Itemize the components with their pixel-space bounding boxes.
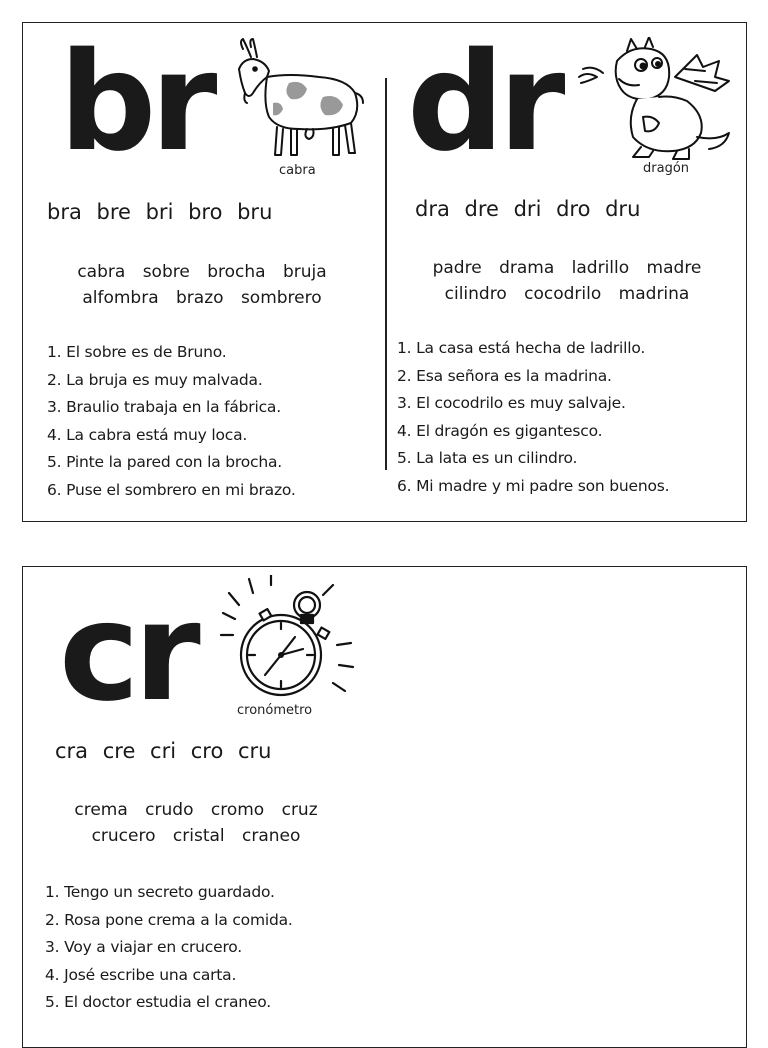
sentence-item: 5. El doctor estudia el craneo. (45, 993, 271, 1011)
words-line: crema crudo cromo cruz (74, 800, 318, 820)
sentence-item: 3. Voy a viajar en crucero. (45, 938, 243, 956)
syllables-row: cra cre cri cro cru (55, 739, 272, 763)
syllables-row: dra dre dri dro dru (415, 197, 641, 221)
panel-br (23, 23, 385, 521)
sentence-item: 4. José escribe una carta. (45, 965, 237, 984)
sentence-item: 1. El sobre es de Bruno. (47, 343, 227, 361)
image-caption: dragón (643, 161, 690, 176)
consonant-blend-heading: br (59, 24, 212, 182)
words-line: crucero cristal craneo (91, 826, 301, 846)
flashcard-cr (22, 566, 747, 1048)
sentence-item: 2. La bruja es muy malvada. (47, 370, 263, 389)
sentence-item: 6. Puse el sombrero en mi brazo. (47, 480, 296, 499)
flashcard-br-dr (22, 22, 747, 522)
sentence-item: 5. La lata es un cilindro. (397, 449, 578, 467)
sentence-item: 5. Pinte la pared con la brocha. (47, 453, 283, 471)
words-line: cabra sobre brocha bruja (77, 262, 327, 282)
sentence-list (397, 335, 669, 500)
words-list (37, 259, 367, 311)
panel-cr (23, 567, 385, 1047)
words-list (31, 797, 361, 849)
sentence-item: 3. Braulio trabaja en la fábrica. (47, 398, 281, 416)
sentence-item: 6. Mi madre y mi padre son buenos. (397, 476, 670, 495)
sentence-item: 4. La cabra está muy loca. (47, 425, 248, 444)
panel-dr (387, 23, 746, 521)
sentence-list (45, 879, 293, 1017)
goat-icon (229, 37, 369, 161)
words-line: cilindro cocodrilo madrina (444, 284, 690, 304)
stopwatch-icon (219, 575, 359, 703)
dragon-icon (577, 37, 737, 161)
words-line: alfombra brazo sombrero (82, 288, 322, 308)
sentence-list (47, 339, 296, 504)
sentence-item: 2. Rosa pone crema a la comida. (45, 910, 293, 929)
sentence-item: 3. El cocodrilo es muy salvaje. (397, 394, 626, 412)
sentence-item: 4. El dragón es gigantesco. (397, 421, 603, 440)
consonant-blend-heading: cr (59, 574, 195, 732)
sentence-item: 1. La casa está hecha de ladrillo. (397, 339, 646, 357)
syllables-row: bra bre bri bro bru (47, 200, 273, 224)
image-caption: cabra (279, 163, 316, 178)
consonant-blend-heading: dr (407, 24, 560, 182)
sentence-item: 2. Esa señora es la madrina. (397, 366, 612, 385)
sentence-item: 1. Tengo un secreto guardado. (45, 883, 275, 901)
words-list (391, 255, 743, 307)
words-line: padre drama ladrillo madre (432, 258, 702, 278)
image-caption: cronómetro (237, 703, 313, 718)
